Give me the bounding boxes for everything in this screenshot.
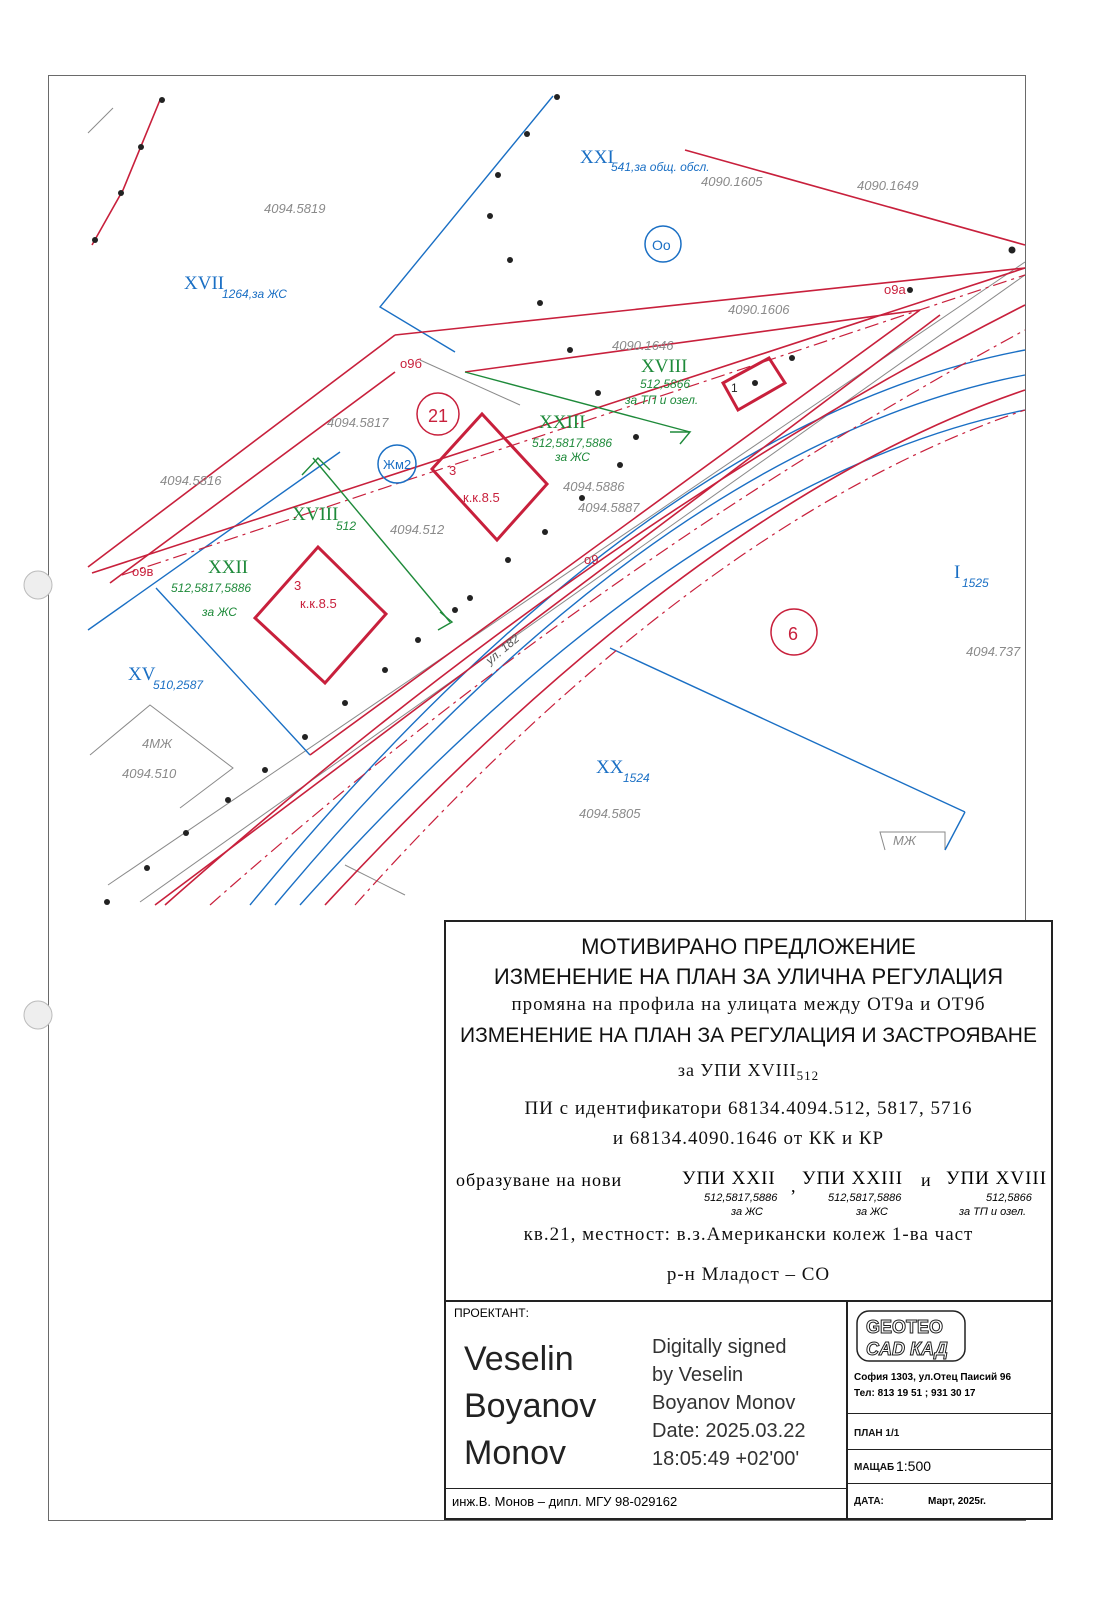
new-parcel-id: XXII <box>208 557 249 578</box>
new-parcel-sub: 512,5817,5886 <box>171 581 252 595</box>
cadastre-id: 4094.510 <box>122 766 177 781</box>
date-cell <box>848 1484 1051 1518</box>
building-outline <box>255 547 386 683</box>
new-upi-use: за ТП и озел. <box>959 1206 1027 1218</box>
ost-label: о9а <box>884 282 906 297</box>
svg-text:CAD КАД: CAD КАД <box>866 1339 948 1359</box>
new-parcel-use: за ЖС <box>555 450 590 464</box>
company-logo <box>856 1310 966 1362</box>
separator: и <box>921 1170 932 1190</box>
title-line: и 68134.4090.1646 от КК и КР <box>612 1128 885 1149</box>
dotted-boundary <box>92 94 1016 905</box>
punch-hole <box>24 571 52 599</box>
new-upi-row <box>446 1164 1051 1220</box>
zone-label: Жм2 <box>383 457 412 472</box>
parcel-sub: 1524 <box>623 771 650 785</box>
title-line: ПИ с идентификатори 68134.4094.512, 5817, 5716 <box>524 1098 973 1119</box>
signer-name: Veselin <box>464 1340 574 1378</box>
new-upi-sub: 512,5817,5886 <box>704 1192 778 1204</box>
date-label: ДАТА: <box>854 1496 884 1507</box>
building-floors: 3 <box>449 463 457 478</box>
cadastre-id: 4090.1649 <box>857 178 919 193</box>
upi-label: за УПИ XVIII <box>677 1060 797 1080</box>
parcel-sub: 541,за общ. обсл. <box>611 160 710 174</box>
cadastre-id: 4094.512 <box>390 522 445 537</box>
ost-label: о9б <box>400 356 422 371</box>
building-label: к.к.8.5 <box>463 490 500 505</box>
signer-name: Boyanov <box>464 1387 597 1425</box>
block-number: 6 <box>788 624 799 644</box>
company-address: София 1303, ул.Отец Паисий 96 <box>854 1372 1012 1383</box>
cadastre-id: 4094.5819 <box>264 201 326 216</box>
new-upi-label: УПИ XXIII <box>802 1168 904 1189</box>
new-parcel-id: XVIII <box>641 356 688 377</box>
new-parcel-id: XXIII <box>539 412 586 433</box>
new-upi-prefix: образуване на нови <box>456 1170 623 1190</box>
scale-value: 1:500 <box>896 1458 932 1474</box>
regulation-lines <box>88 100 1025 905</box>
signer-name: Monov <box>464 1434 567 1472</box>
signature-note: Digitally signed <box>652 1336 787 1358</box>
building-floors: 1 <box>731 381 738 395</box>
cadastre-id: 4094.5817 <box>327 415 389 430</box>
company-phone: Тел: 813 19 51 ; 931 30 17 <box>854 1388 976 1399</box>
new-upi-use: за ЖС <box>856 1206 888 1218</box>
cadastre-id: 4094.5886 <box>563 479 625 494</box>
street-label: ул. 182 <box>482 631 523 668</box>
signature-note: Boyanov Monov <box>652 1392 796 1414</box>
title-line: ИЗМЕНЕНИЕ НА ПЛАН ЗА УЛИЧНА РЕГУЛАЦИЯ <box>493 964 1004 989</box>
new-upi-sub: 512,5866 <box>986 1192 1032 1204</box>
building-label: к.к.8.5 <box>300 596 337 611</box>
zone-label: Оо <box>652 237 671 253</box>
parcel-id: XV <box>128 664 156 685</box>
company-cell <box>848 1302 1051 1414</box>
separator: , <box>791 1176 797 1196</box>
parcel-id: XX <box>596 757 624 778</box>
signature-note: 18:05:49 +02'00' <box>652 1448 800 1470</box>
new-parcel-use: за ЖС <box>202 605 237 619</box>
new-parcel-use: за ТП и озел. <box>625 393 699 407</box>
title-line: ИЗМЕНЕНИЕ НА ПЛАН ЗА РЕГУЛАЦИЯ И ЗАСТРОЯВАНЕ <box>460 1024 1037 1047</box>
new-parcel-sub: 512,5817,5886 <box>532 436 613 450</box>
title-line: р-н Младост – СО <box>666 1264 831 1285</box>
ost-label: о9 <box>584 552 599 567</box>
parcel-id: I <box>954 562 961 583</box>
ost-label: о9в <box>132 564 154 579</box>
block-number: 21 <box>428 406 449 426</box>
title-line: промяна на профила на улицата между ОТ9а и ОТ9б <box>511 994 986 1015</box>
title-line: кв.21, местност: в.з.Американски колеж 1-ва част <box>523 1224 974 1245</box>
upi-sub: 512 <box>796 1068 820 1083</box>
svg-text:GEOTEO: GEOTEO <box>866 1317 944 1337</box>
new-upi-label: УПИ XVIII <box>946 1168 1048 1189</box>
signature-note: Date: 2025.03.22 <box>652 1420 806 1442</box>
parcel-sub: 1264,за ЖС <box>222 287 287 301</box>
map-mark: 4МЖ <box>142 736 172 751</box>
grey-lines <box>88 108 1025 902</box>
new-parcel-sub: 512,5866 <box>640 377 691 391</box>
scale-cell <box>848 1450 1051 1484</box>
cadastre-id: 4094.5887 <box>578 500 640 515</box>
new-upi-use: за ЖС <box>731 1206 763 1218</box>
punch-hole <box>24 1001 52 1029</box>
new-parcel-id: XVIII <box>292 504 339 525</box>
cadastre-id: 4094.737 <box>966 644 1021 659</box>
new-parcel-sub: 512 <box>336 519 357 533</box>
cadastre-id: 4090.1605 <box>701 174 763 189</box>
building-floors: 3 <box>294 578 302 593</box>
title-block <box>444 920 1053 1520</box>
cadastre-id: 4090.1646 <box>612 338 674 353</box>
new-upi-sub: 512,5817,5886 <box>828 1192 902 1204</box>
title-line: МОТИВИРАНО ПРЕДЛОЖЕНИЕ <box>581 934 916 959</box>
parcel-id: XXI <box>580 147 614 168</box>
company-panel <box>848 1302 1051 1518</box>
parcel-sub: 1525 <box>962 576 989 590</box>
signature-note: by Veselin <box>652 1364 744 1386</box>
new-upi-label: УПИ XXII <box>682 1168 776 1189</box>
scale-label: МАЩАБ <box>854 1462 895 1473</box>
parcel-sub: 510,2587 <box>153 678 204 692</box>
designer-label: ПРОЕКТАНТ: <box>454 1306 529 1320</box>
date-value: Март, 2025г. <box>928 1496 986 1507</box>
plan-cell <box>848 1414 1051 1450</box>
cadastre-id: 4094.5805 <box>579 806 641 821</box>
cadastre-id: 4094.5816 <box>160 473 222 488</box>
plan-label: ПЛАН 1/1 <box>854 1428 900 1439</box>
engineer-credit: инж.В. Монов – дипл. МГУ 98-029162 <box>452 1494 678 1509</box>
cadastre-lines <box>88 96 1025 905</box>
map-mark: МЖ <box>893 833 916 848</box>
cadastre-id: 4090.1606 <box>728 302 790 317</box>
designer-panel <box>446 1302 848 1518</box>
parcel-id: XVII <box>184 273 225 294</box>
title-line <box>446 1060 1051 1084</box>
title-block-header <box>446 922 1051 1302</box>
